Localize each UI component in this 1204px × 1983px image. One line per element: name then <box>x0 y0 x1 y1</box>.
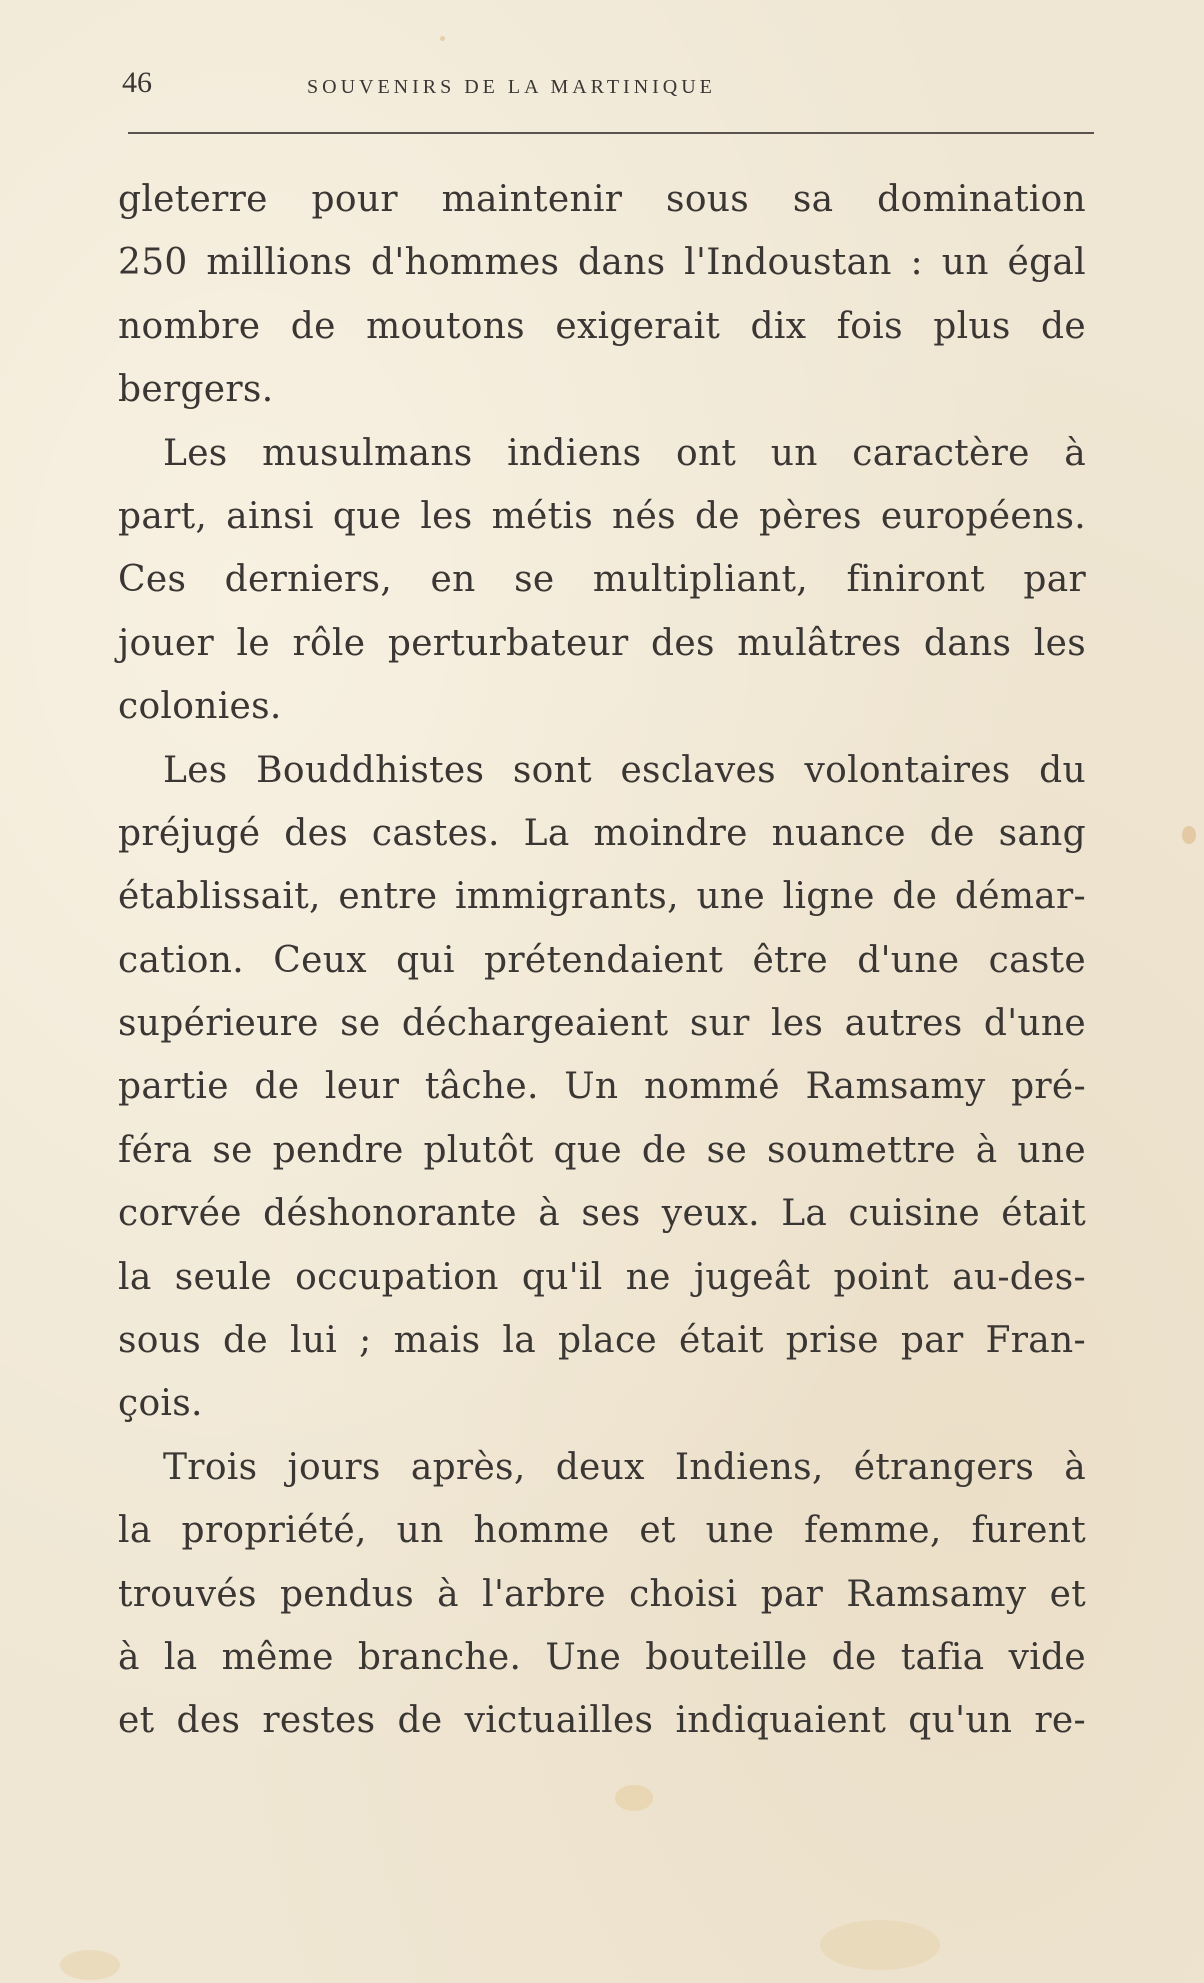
foxing-spot <box>820 1920 940 1970</box>
text-line: supérieure se déchargeaient sur les autres d'une <box>118 1003 1086 1045</box>
paragraph <box>118 168 1086 422</box>
text-line: la seule occupation qu'il ne jugeât point au-des- <box>118 1256 1086 1298</box>
foxing-spot <box>615 1785 653 1811</box>
text-line: Trois jours après, deux Indiens, étrangers à <box>163 1446 1086 1488</box>
text-line: colonies. <box>118 686 282 728</box>
text-line: préjugé des castes. La moindre nuance de sang <box>118 812 1086 854</box>
text-line: çois. <box>118 1383 203 1425</box>
text-line: la propriété, un homme et une femme, furent <box>118 1510 1086 1552</box>
text-line: 250 millions d'hommes dans l'Indoustan : un égal <box>118 242 1086 284</box>
foxing-spot <box>60 1950 120 1980</box>
text-line: Ces derniers, en se multipliant, finiront par <box>118 559 1086 601</box>
text-line: part, ainsi que les métis nés de pères européens. <box>118 495 1086 537</box>
body-text <box>118 168 1086 1753</box>
text-line: établissait, entre immigrants, une ligne de démar- <box>118 876 1086 918</box>
paragraph <box>118 739 1086 1436</box>
text-line: féra se pendre plutôt que de se soumettre à une <box>118 1129 1086 1171</box>
text-line: Les musulmans indiens ont un caractère à <box>163 432 1086 474</box>
header-rule <box>128 132 1094 134</box>
running-head <box>122 60 1092 120</box>
text-line: et des restes de victuailles indiquaient qu'un re- <box>118 1700 1086 1742</box>
text-line: jouer le rôle perturbateur des mulâtres dans les <box>118 622 1086 664</box>
paragraph <box>118 1436 1086 1753</box>
text-line: trouvés pendus à l'arbre choisi par Ramsamy et <box>118 1573 1086 1615</box>
text-line: cation. Ceux qui prétendaient être d'une caste <box>118 939 1086 981</box>
text-line: gleterre pour maintenir sous sa domination <box>118 179 1086 220</box>
text-line: nombre de moutons exigerait dix fois plus de <box>118 305 1086 347</box>
text-line: corvée déshonorante à ses yeux. La cuisine était <box>118 1193 1086 1235</box>
text-line: partie de leur tâche. Un nommé Ramsamy pré- <box>118 1066 1086 1108</box>
paragraph <box>118 422 1086 739</box>
running-title: SOUVENIRS DE LA MARTINIQUE <box>307 76 716 98</box>
page-number: 46 <box>122 66 152 99</box>
text-line: Les Bouddhistes sont esclaves volontaires du <box>163 749 1086 791</box>
foxing-spot <box>1182 826 1196 844</box>
text-line: bergers. <box>118 369 274 411</box>
text-line: à la même branche. Une bouteille de tafia vide <box>118 1636 1086 1678</box>
text-line: sous de lui ; mais la place était prise par Fran- <box>118 1320 1086 1362</box>
foxing-spot <box>440 36 445 41</box>
